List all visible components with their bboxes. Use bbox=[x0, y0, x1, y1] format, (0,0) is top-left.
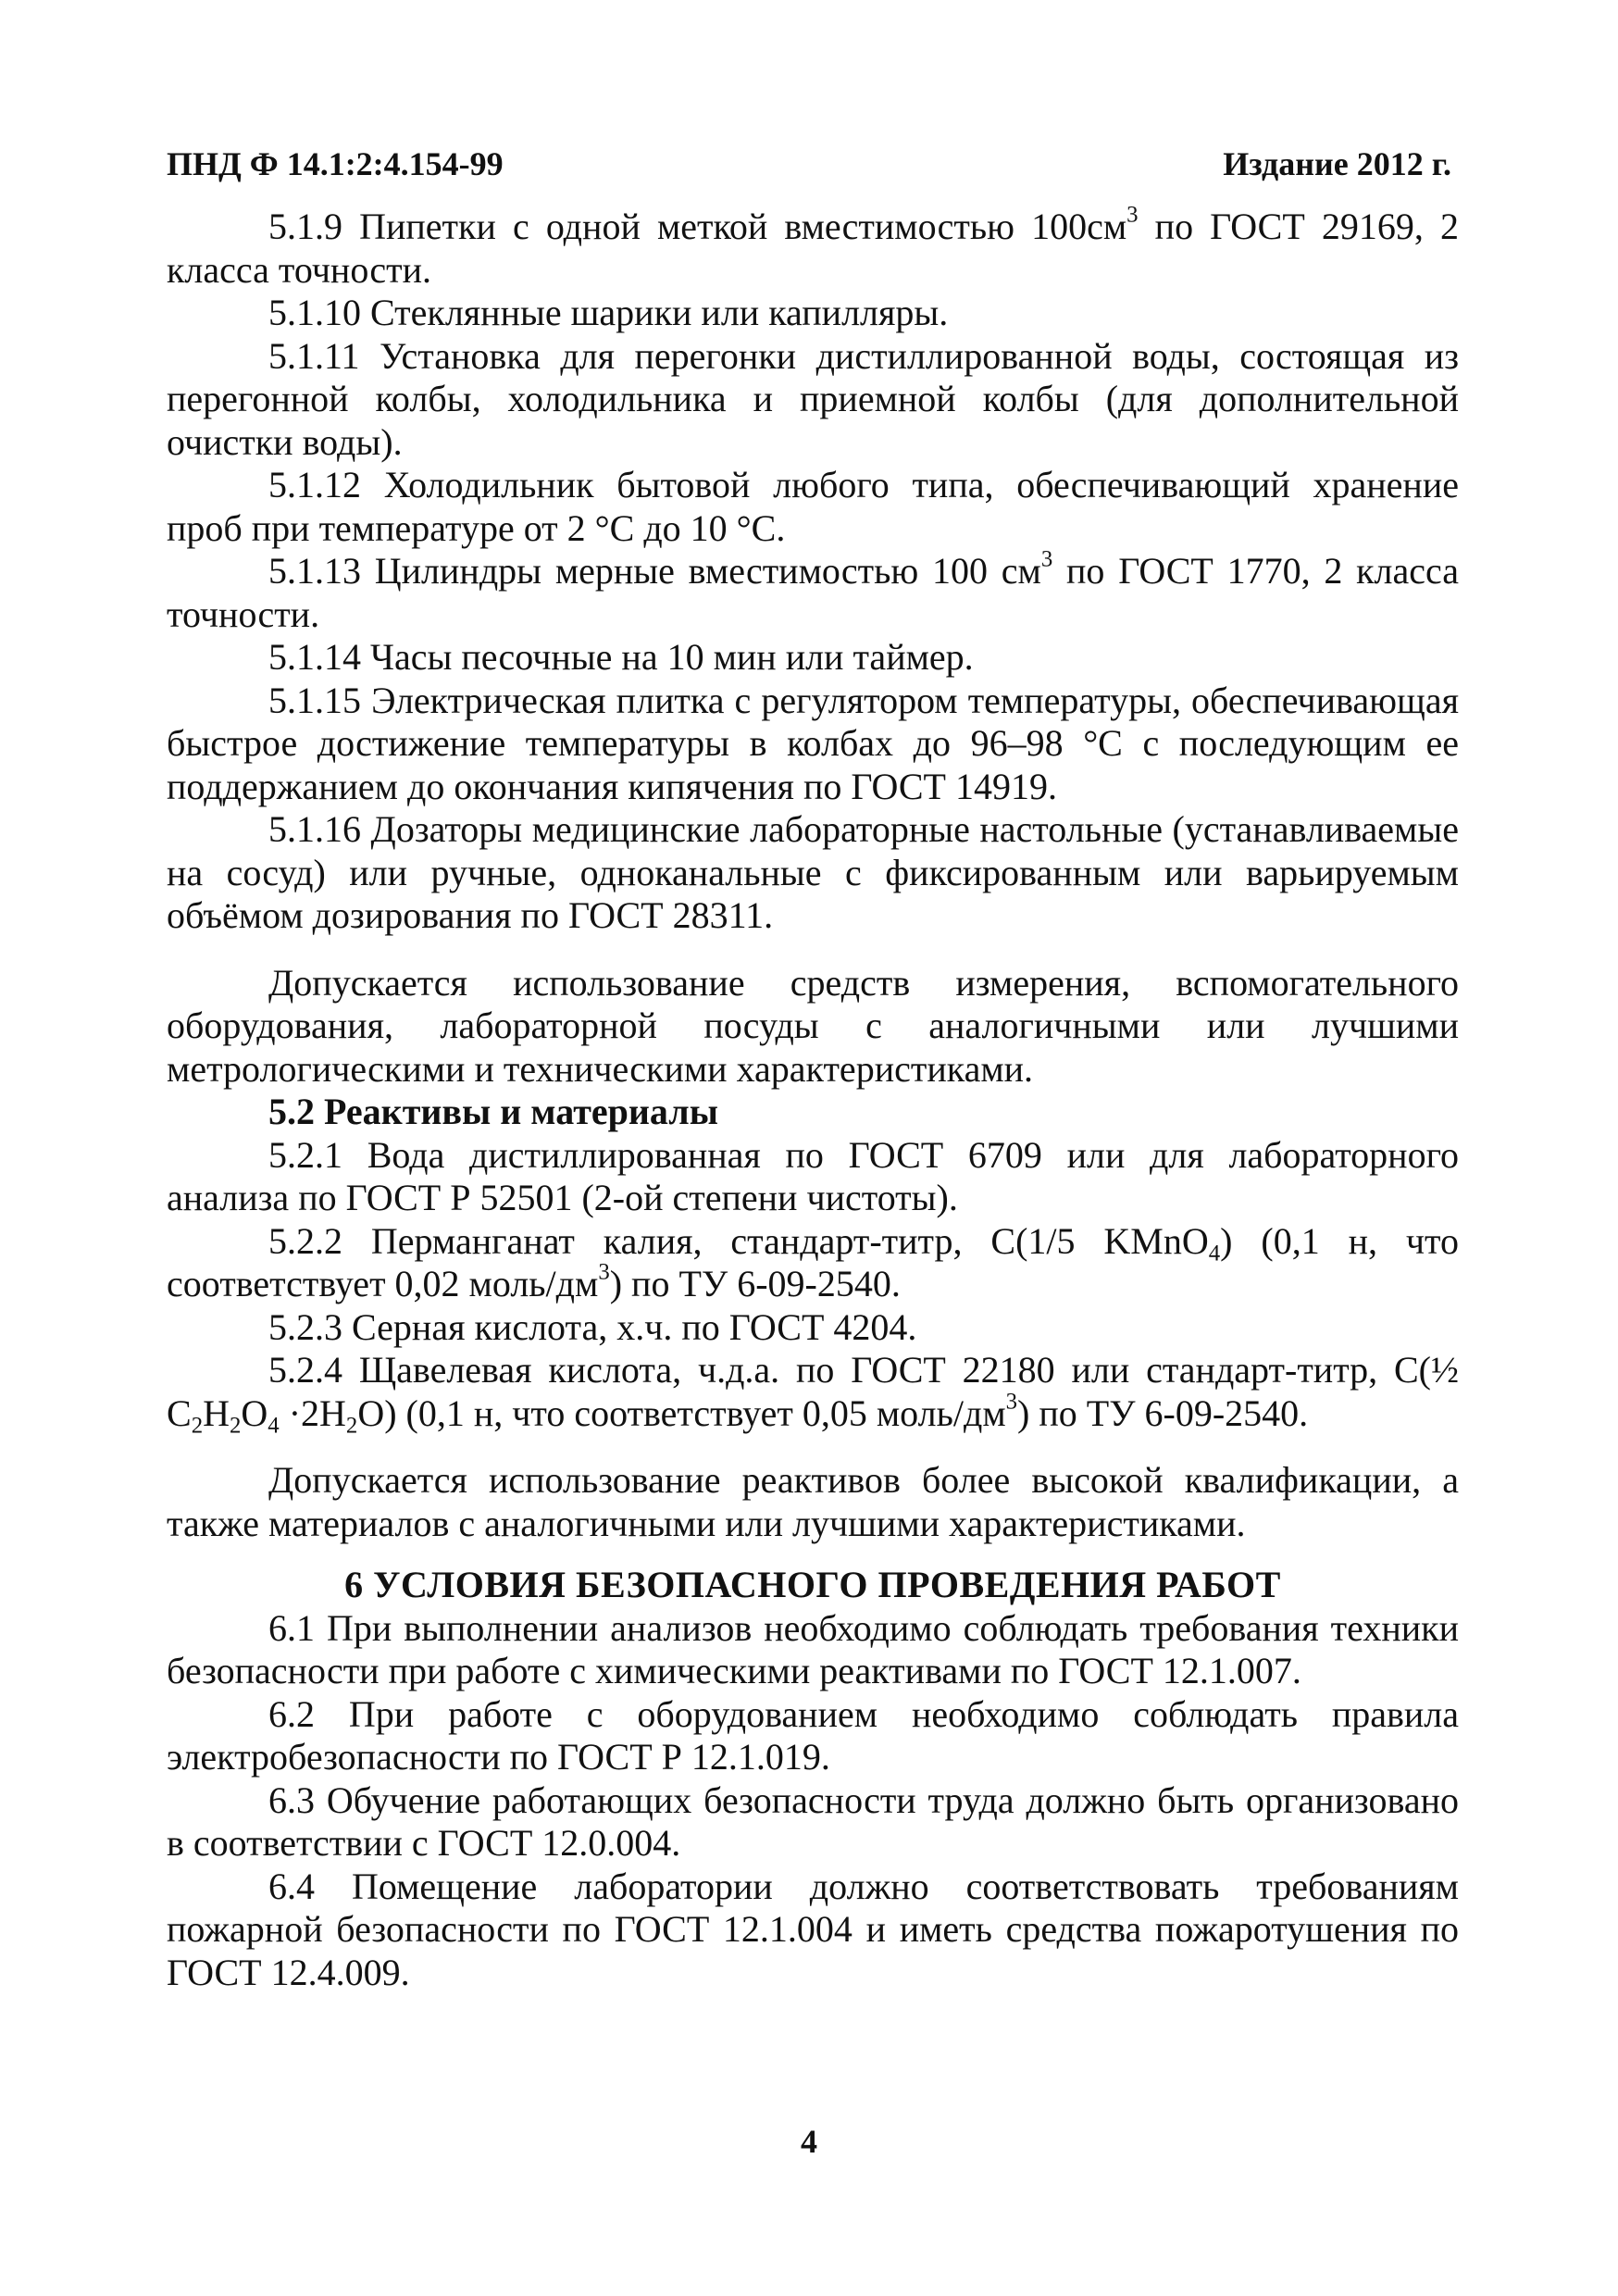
item-6-2: 6.2 При работе с оборудованием необходимо соблюдать правила электробезопасности по ГОСТ Р 12.1.019. bbox=[167, 1692, 1459, 1778]
edition-label: Издание 2012 г. bbox=[1223, 145, 1451, 182]
document-body bbox=[167, 202, 1459, 1994]
equipment-substitution-note: Допускается использование средств измерения, вспомогательного оборудования, лабораторной посуды с аналогичными или лучшими метрологическими и техническими характеристиками. bbox=[167, 961, 1459, 1090]
page-number: 4 bbox=[801, 2123, 817, 2160]
item-5-2-2: 5.2.2 Перманганат калия, стандарт-титр, С(1/5 KMnO$_4$) (0,1 н, что соответствует 0,02 моль/$дм^3$) по ТУ 6-09-2540. bbox=[167, 1219, 1459, 1304]
document-code: ПНД Ф 14.1:2:4.154-99 bbox=[167, 145, 504, 182]
item-5-1-12: 5.1.12 Холодильник бытовой любого типа, обеспечивающий хранение проб при температуре от 2 °С до 10 °С. bbox=[167, 464, 1459, 549]
item-5-1-15: 5.1.15 Электрическая плитка с регулятором температуры, обеспечивающая быстрое достижение температуры в колбах до 96–98 °С с последующим ее поддержанием до окончания кипячения по ГОСТ 14919. bbox=[167, 679, 1459, 807]
item-5-1-9: 5.1.9 Пипетки с одной меткой вместимостью $100см^3$ по ГОСТ 29169, 2 класса точности. bbox=[167, 202, 1459, 291]
item-5-1-11: 5.1.11 Установка для перегонки дистиллированной воды, состоящая из перегонной колбы, холодильника и приемной колбы (для дополнительной очистки воды). bbox=[167, 334, 1459, 463]
item-5-2-1: 5.2.1 Вода дистиллированная по ГОСТ 6709 или для лабораторного анализа по ГОСТ Р 52501 (2-ой степени чистоты). bbox=[167, 1133, 1459, 1218]
subsection-heading-5-2: 5.2 Реактивы и материалы bbox=[268, 1091, 718, 1132]
item-5-2-4: 5.2.4 Щавелевая кислота, ч.д.а. по ГОСТ 22180 или стандарт-титр, С(½ $C_2H_2O_4 \cdot 2H_2O$) (0,1 н, что соответствует 0,05 моль/$дм^3$) по ТУ 6-09-2540. bbox=[167, 1349, 1459, 1438]
reagent-substitution-note: Допускается использование реактивов более высокой квалификации, а также материалов с аналогичными или лучшими характеристиками. bbox=[167, 1459, 1459, 1544]
item-6-4: 6.4 Помещение лаборатории должно соответствовать требованиям пожарной безопасности по ГОСТ 12.1.004 и иметь средства пожаротушения по ГОСТ 12.4.009. bbox=[167, 1865, 1459, 1993]
section-heading-6: 6 УСЛОВИЯ БЕЗОПАСНОГО ПРОВЕДЕНИЯ РАБОТ bbox=[344, 1564, 1281, 1605]
item-6-3: 6.3 Обучение работающих безопасности труда должно быть организовано в соответствии с ГОСТ 12.0.004. bbox=[167, 1778, 1459, 1864]
item-5-1-13: 5.1.13 Цилиндры мерные вместимостью 100 $см^3$ по ГОСТ 1770, 2 класса точности. bbox=[167, 546, 1459, 635]
item-5-1-10: 5.1.10 Стеклянные шарики или капилляры. bbox=[268, 292, 949, 333]
item-5-1-16: 5.1.16 Дозаторы медицинские лабораторные настольные (устанавливаемые на сосуд) или ручные, одноканальные с фиксированным или варьируемым объёмом дозирования по ГОСТ 28311. bbox=[167, 808, 1459, 936]
item-6-1: 6.1 При выполнении анализов необходимо соблюдать требования техники безопасности при работе с химическими реактивами по ГОСТ 12.1.007. bbox=[167, 1606, 1459, 1691]
item-5-1-14: 5.1.14 Часы песочные на 10 мин или таймер. bbox=[268, 636, 974, 678]
item-5-2-3: 5.2.3 Серная кислота, х.ч. по ГОСТ 4204. bbox=[268, 1305, 917, 1348]
running-header bbox=[167, 144, 1451, 184]
